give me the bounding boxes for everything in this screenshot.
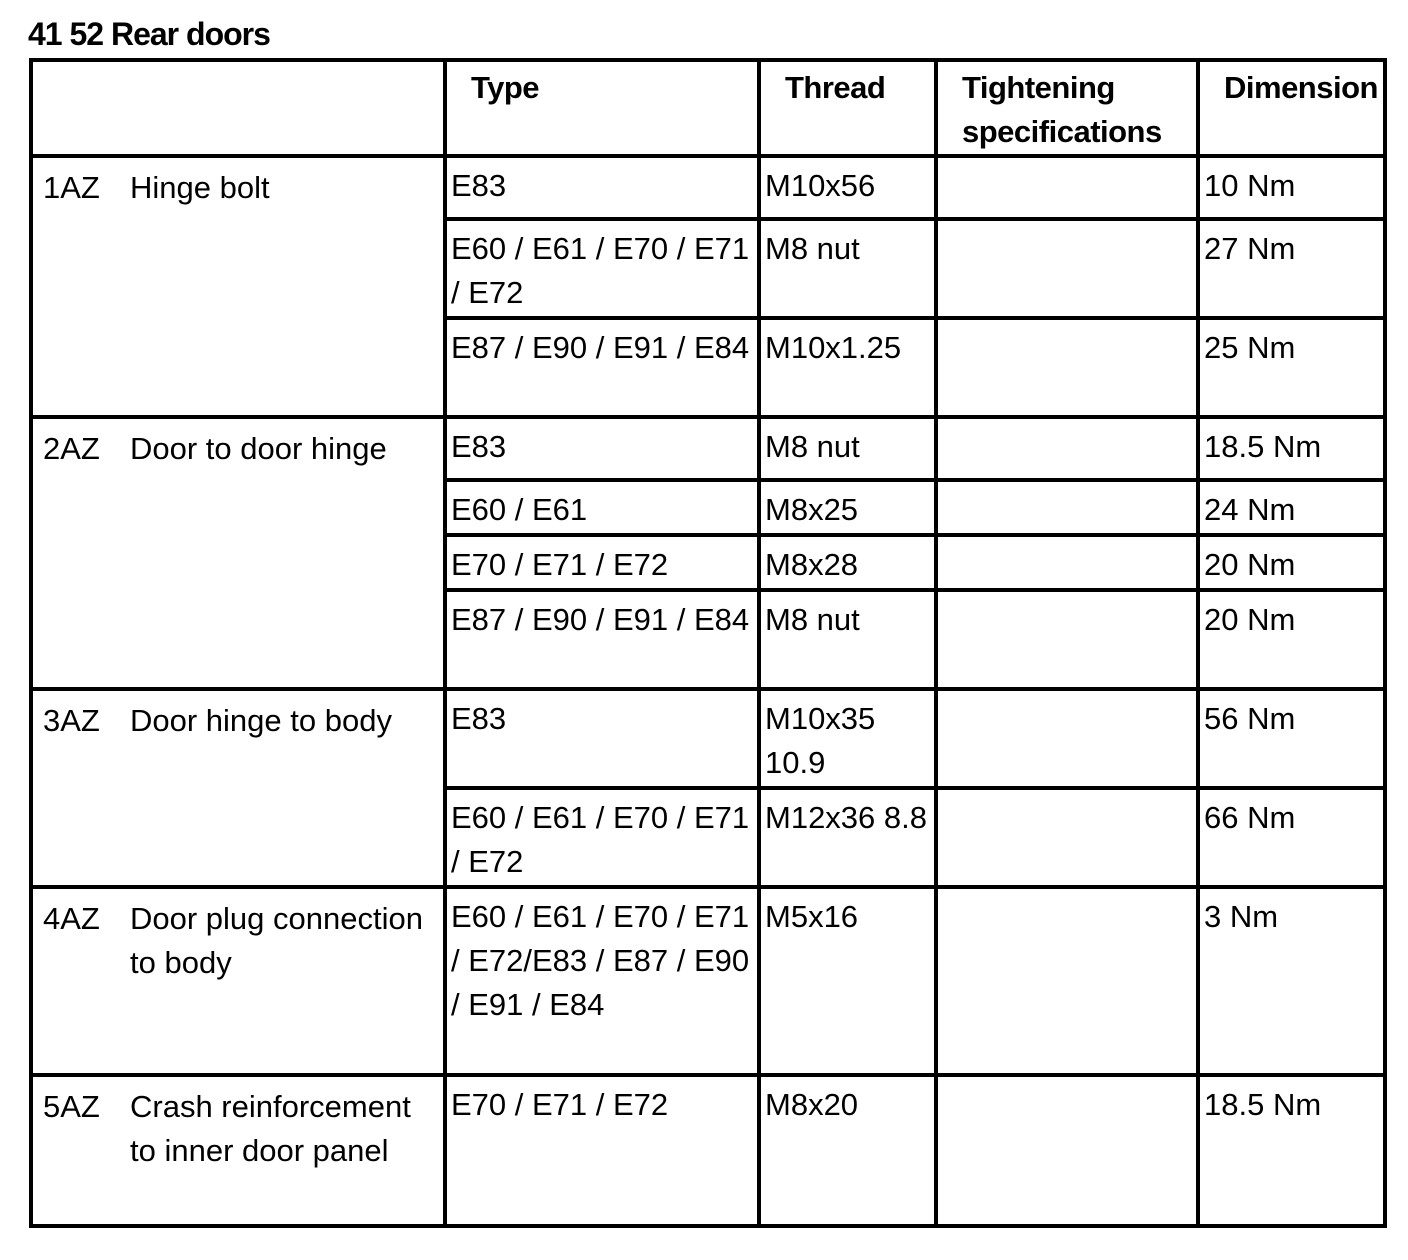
item-cell [31,1075,445,1226]
torque-spec-table [29,58,1387,1228]
item-code: 1AZ [43,170,100,205]
tightening-cell [936,156,1198,219]
dimension-cell: 56 Nm [1198,689,1385,788]
header-item [31,60,445,156]
dimension-cell: 3 Nm [1198,887,1385,1075]
type-cell: E60 / E61 / E70 / E71 / E72 [445,219,759,318]
table-row [31,689,1385,788]
tightening-cell [936,590,1198,689]
thread-cell: M8x28 [759,535,936,590]
dimension-cell: 25 Nm [1198,318,1385,417]
dimension-cell: 24 Nm [1198,480,1385,535]
item-cell [31,689,445,887]
thread-cell: M8 nut [759,590,936,689]
tightening-cell [936,417,1198,480]
dimension-cell: 18.5 Nm [1198,417,1385,480]
table-row [31,1075,1385,1226]
dimension-cell: 20 Nm [1198,535,1385,590]
header-thread: Thread [759,60,936,156]
thread-cell: M10x35 10.9 [759,689,936,788]
table-row [31,417,1385,480]
dimension-cell: 10 Nm [1198,156,1385,219]
type-cell: E70 / E71 / E72 [445,1075,759,1226]
header-row [31,60,1385,156]
item-name: Crash reinforcement to inner door panel [130,1089,411,1168]
type-cell: E87 / E90 / E91 / E84 [445,318,759,417]
type-cell: E83 [445,689,759,788]
type-cell: E60 / E61 / E70 / E71 / E72 [445,788,759,887]
dimension-cell: 66 Nm [1198,788,1385,887]
thread-cell: M8x20 [759,1075,936,1226]
thread-cell: M5x16 [759,887,936,1075]
item-name: Hinge bolt [130,170,270,205]
tightening-cell [936,219,1198,318]
type-cell: E60 / E61 [445,480,759,535]
item-name: Door to door hinge [130,431,387,466]
item-code: 5AZ [43,1089,100,1124]
item-cell [31,887,445,1075]
item-cell [31,417,445,689]
tightening-cell [936,1075,1198,1226]
item-name: Door plug connection to body [130,901,423,980]
dimension-cell: 20 Nm [1198,590,1385,689]
type-cell: E83 [445,156,759,219]
tightening-cell [936,318,1198,417]
tightening-cell [936,887,1198,1075]
dimension-cell: 18.5 Nm [1198,1075,1385,1226]
thread-cell: M10x1.25 [759,318,936,417]
thread-cell: M10x56 [759,156,936,219]
type-cell: E83 [445,417,759,480]
thread-cell: M12x36 8.8 [759,788,936,887]
thread-cell: M8 nut [759,219,936,318]
tightening-cell [936,535,1198,590]
type-cell: E60 / E61 / E70 / E71 / E72/E83 / E87 / E90 / E91 / E84 [445,887,759,1075]
item-code: 3AZ [43,703,100,738]
header-dimension: Dimension [1198,60,1385,156]
item-code: 2AZ [43,431,100,466]
thread-cell: M8x25 [759,480,936,535]
item-name: Door hinge to body [130,703,392,738]
thread-cell: M8 nut [759,417,936,480]
tightening-cell [936,689,1198,788]
item-cell [31,156,445,417]
page-title: 41 52 Rear doors [28,16,270,52]
dimension-cell: 27 Nm [1198,219,1385,318]
table-row [31,887,1385,1075]
header-tightening: Tightening specifications [936,60,1198,156]
table-row [31,156,1385,219]
header-type: Type [445,60,759,156]
tightening-cell [936,480,1198,535]
type-cell: E87 / E90 / E91 / E84 [445,590,759,689]
tightening-cell [936,788,1198,887]
type-cell: E70 / E71 / E72 [445,535,759,590]
item-code: 4AZ [43,901,100,936]
